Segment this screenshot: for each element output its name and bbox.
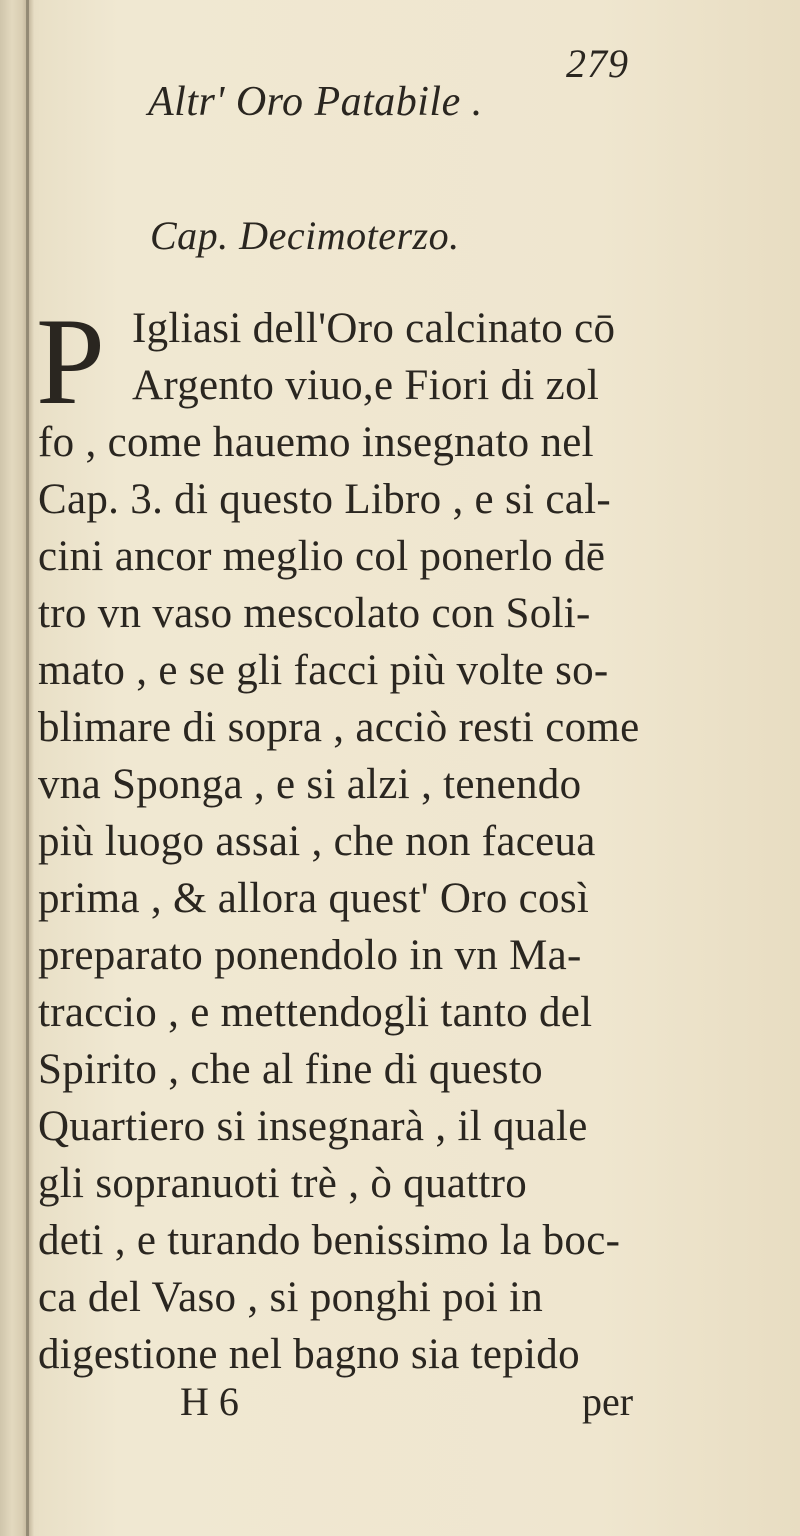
running-head: Altr' Oro Patabile . [148,79,483,125]
text-line: vna Sponga , e si alzi , tenendo [38,761,582,808]
text-line: deti , e turando benissimo la boc- [38,1217,621,1264]
text-line: traccio , e mettendogli tanto del [38,989,593,1036]
text-line: prima , & allora quest' Oro così [38,875,590,922]
text-line: digestione nel bagno sia tepido [38,1331,580,1378]
text-line: Argento viuo,e Fiori di zol [132,362,600,409]
catchword: per [582,1379,634,1424]
page-number: 279 [566,41,629,86]
text-line: Cap. 3. di questo Libro , e si cal- [38,476,611,523]
text-line: ca del Vaso , si ponghi poi in [38,1274,544,1321]
gutter-shadow-line [26,0,29,1536]
chapter-title: Cap. Decimoterzo. [150,213,460,258]
text-line: fo , come hauemo insegnato nel [38,419,594,466]
text-line: tro vn vaso mescolato con Soli- [38,590,591,637]
text-line: Igliasi dell'Oro calcinato cō [132,305,616,352]
drop-cap: P [36,293,105,430]
text-line: gli sopranuoti trè , ò quattro [38,1160,528,1207]
text-line: più luogo assai , che non faceua [38,818,596,865]
signature-mark: H 6 [180,1379,239,1424]
text-line: Quartiero si insegnarà , il quale [38,1103,588,1150]
text-line: mato , e se gli facci più volte so- [38,647,609,694]
text-line: preparato ponendolo in vn Ma- [38,932,582,979]
text-line: blimare di sopra , acciò resti come [38,704,640,751]
text-line: Spirito , che al fine di questo [38,1046,543,1093]
text-line: cini ancor meglio col ponerlo dē [38,533,606,580]
